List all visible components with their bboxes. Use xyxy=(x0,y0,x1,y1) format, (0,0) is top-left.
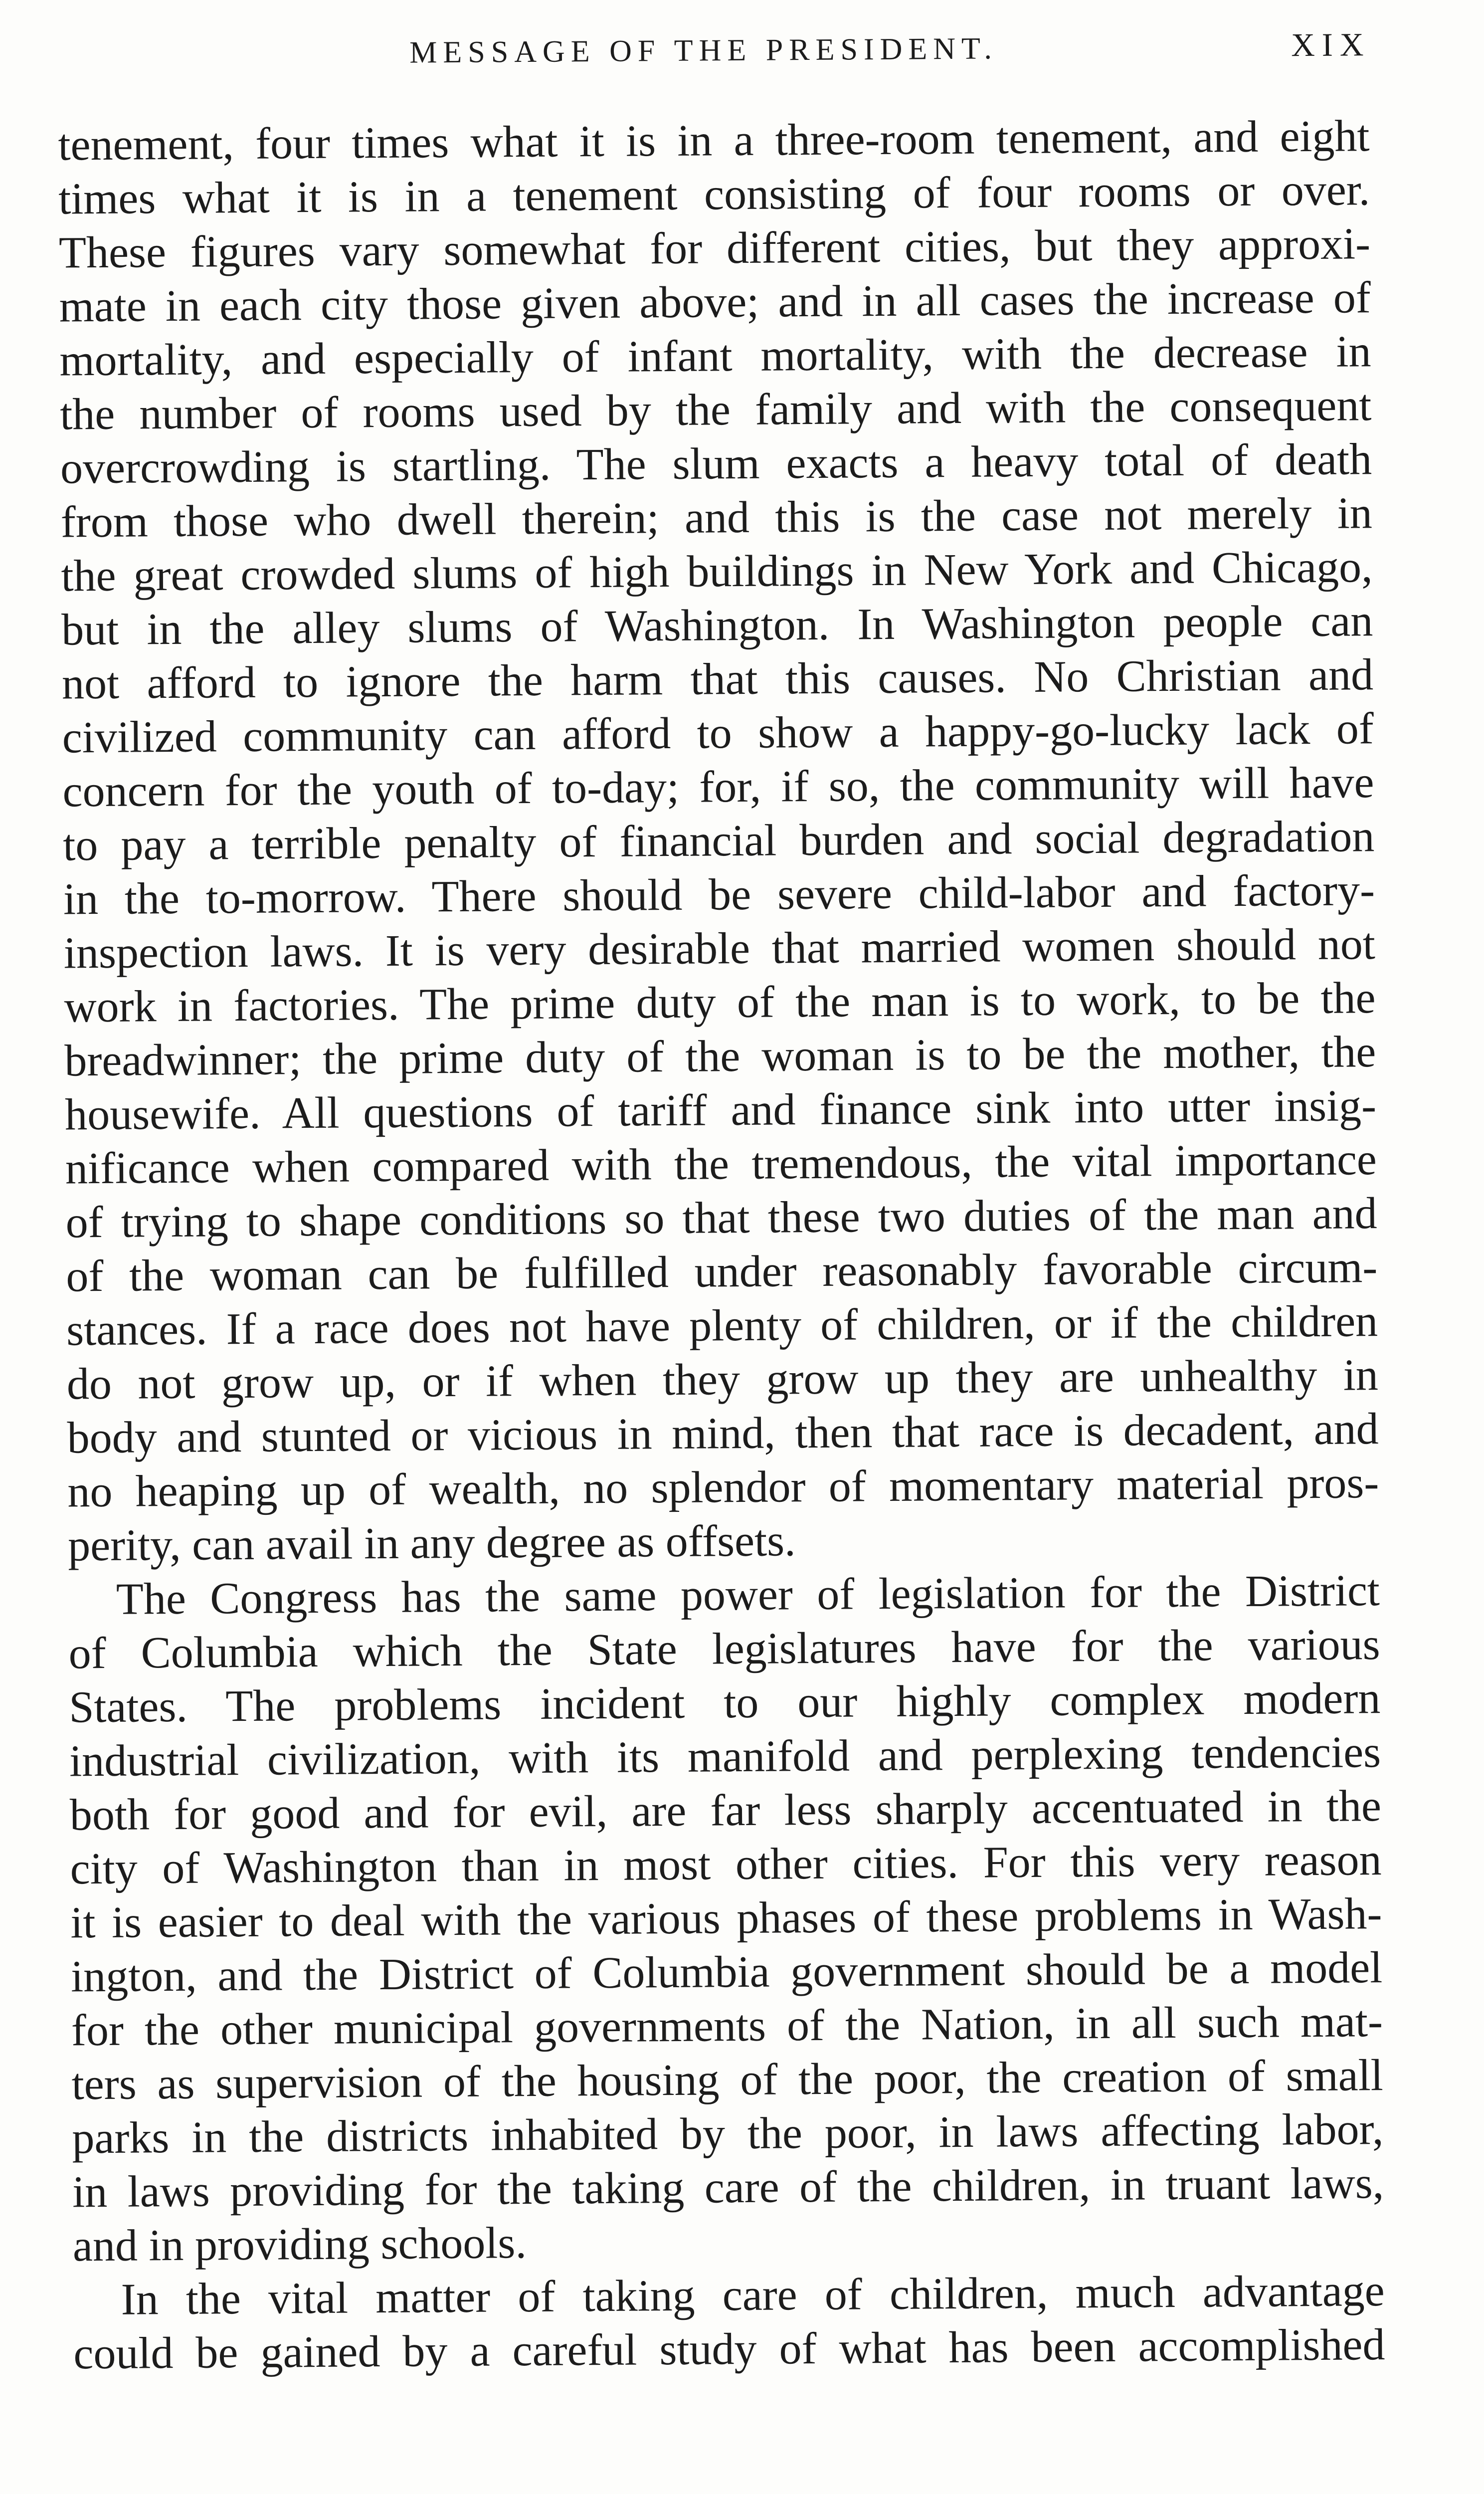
text-line: parks in the districts inhabited by the poor, in laws affecting labor, xyxy=(72,2104,1384,2163)
text-line: tenement, four times what it is in a three-room tenement, and eight xyxy=(58,111,1370,170)
text-line: to pay a terrible penalty of financial burden and social degradation xyxy=(63,812,1375,870)
text-line: but in the alley slums of Washington. In Washington people can xyxy=(61,596,1373,655)
paragraph xyxy=(68,1564,1385,2273)
text-line: not afford to ignore the harm that this causes. No Christian and xyxy=(61,650,1374,709)
text-line: housewife. All questions of tariff and finance sink into utter insig- xyxy=(64,1081,1377,1140)
text-line: The Congress has the same power of legislation for the District xyxy=(116,1566,1380,1624)
text-line: and in providing schools. xyxy=(72,2218,527,2271)
page-number: XIX xyxy=(1291,26,1371,64)
text-line: of trying to shape conditions so that these two duties of the man and xyxy=(65,1189,1377,1247)
text-line: both for good and for evil, are far less sharply accentuated in the xyxy=(69,1781,1382,1840)
text-line: of the woman can be fulfilled under reasonably favorable circum- xyxy=(66,1243,1378,1301)
text-line: from those who dwell therein; and this is the case not merely in xyxy=(60,488,1373,547)
text-line: the great crowded slums of high buildings in New York and Chicago, xyxy=(61,542,1373,601)
text-line: of Columbia which the State legislatures have for the various xyxy=(68,1620,1380,1678)
text-line: no heaping up of wealth, no splendor of momentary material pros- xyxy=(67,1458,1379,1517)
text-line: body and stunted or vicious in mind, then that race is decadent, and xyxy=(67,1404,1379,1463)
text-line: mate in each city those given above; and in all cases the increase of xyxy=(59,273,1371,332)
paragraph xyxy=(73,2264,1385,2381)
running-title: MESSAGE OF THE PRESIDENT. xyxy=(409,31,998,70)
text-line: civilized community can afford to show a happy-go-lucky lack of xyxy=(62,704,1374,763)
text-line: for the other municipal governments of the Nation, in all such mat- xyxy=(71,1997,1383,2056)
text-line: stances. If a race does not have plenty of children, or if the children xyxy=(66,1296,1378,1355)
text-line: in the to-morrow. There should be severe child-labor and factory- xyxy=(63,865,1375,924)
text-line: breadwinner; the prime duty of the woman is to be the mother, the xyxy=(64,1027,1376,1086)
text-line: inspection laws. It is very desirable that married women should not xyxy=(63,919,1376,978)
text-line: times what it is in a tenement consisting of four rooms or over. xyxy=(58,165,1370,224)
text-line: ington, and the District of Columbia government should be a model xyxy=(70,1943,1383,2002)
text-line: the number of rooms used by the family and with the consequent xyxy=(59,381,1372,439)
text-line: ters as supervision of the housing of the poor, the creation of small xyxy=(71,2051,1383,2109)
text-line: nificance when compared with the tremendous, the vital importance xyxy=(65,1135,1377,1194)
text-line: industrial civilization, with its manifold and perplexing tendencies xyxy=(69,1727,1381,1786)
text-line: mortality, and especially of infant mortality, with the decrease in xyxy=(59,327,1371,386)
text-line: do not grow up, or if when they grow up they are unhealthy in xyxy=(66,1350,1379,1409)
text-line: it is easier to deal with the various phases of these problems in Wash- xyxy=(70,1889,1382,1948)
body-text xyxy=(58,109,1385,2381)
paragraph xyxy=(58,109,1379,1573)
text-line: In the vital matter of taking care of children, much advantage xyxy=(121,2266,1385,2324)
text-line: in laws providing for the taking care of the children, in truant laws, xyxy=(72,2158,1384,2217)
text-line: States. The problems incident to our highly complex modern xyxy=(69,1673,1381,1732)
text-line: could be gained by a careful study of what has been accomplished xyxy=(73,2320,1385,2379)
text-line: work in factories. The prime duty of the man is to work, to be the xyxy=(64,973,1376,1032)
text-line: perity, can avail in any degree as offsets. xyxy=(67,1516,796,1571)
text-line: overcrowding is startling. The slum exacts a heavy total of death xyxy=(60,434,1372,493)
text-line: city of Washington than in most other cities. For this very reason xyxy=(70,1835,1382,1894)
text-line: These figures vary somewhat for different cities, but they approxi- xyxy=(58,219,1371,278)
text-line: concern for the youth of to-day; for, if so, the community will have xyxy=(62,758,1374,817)
